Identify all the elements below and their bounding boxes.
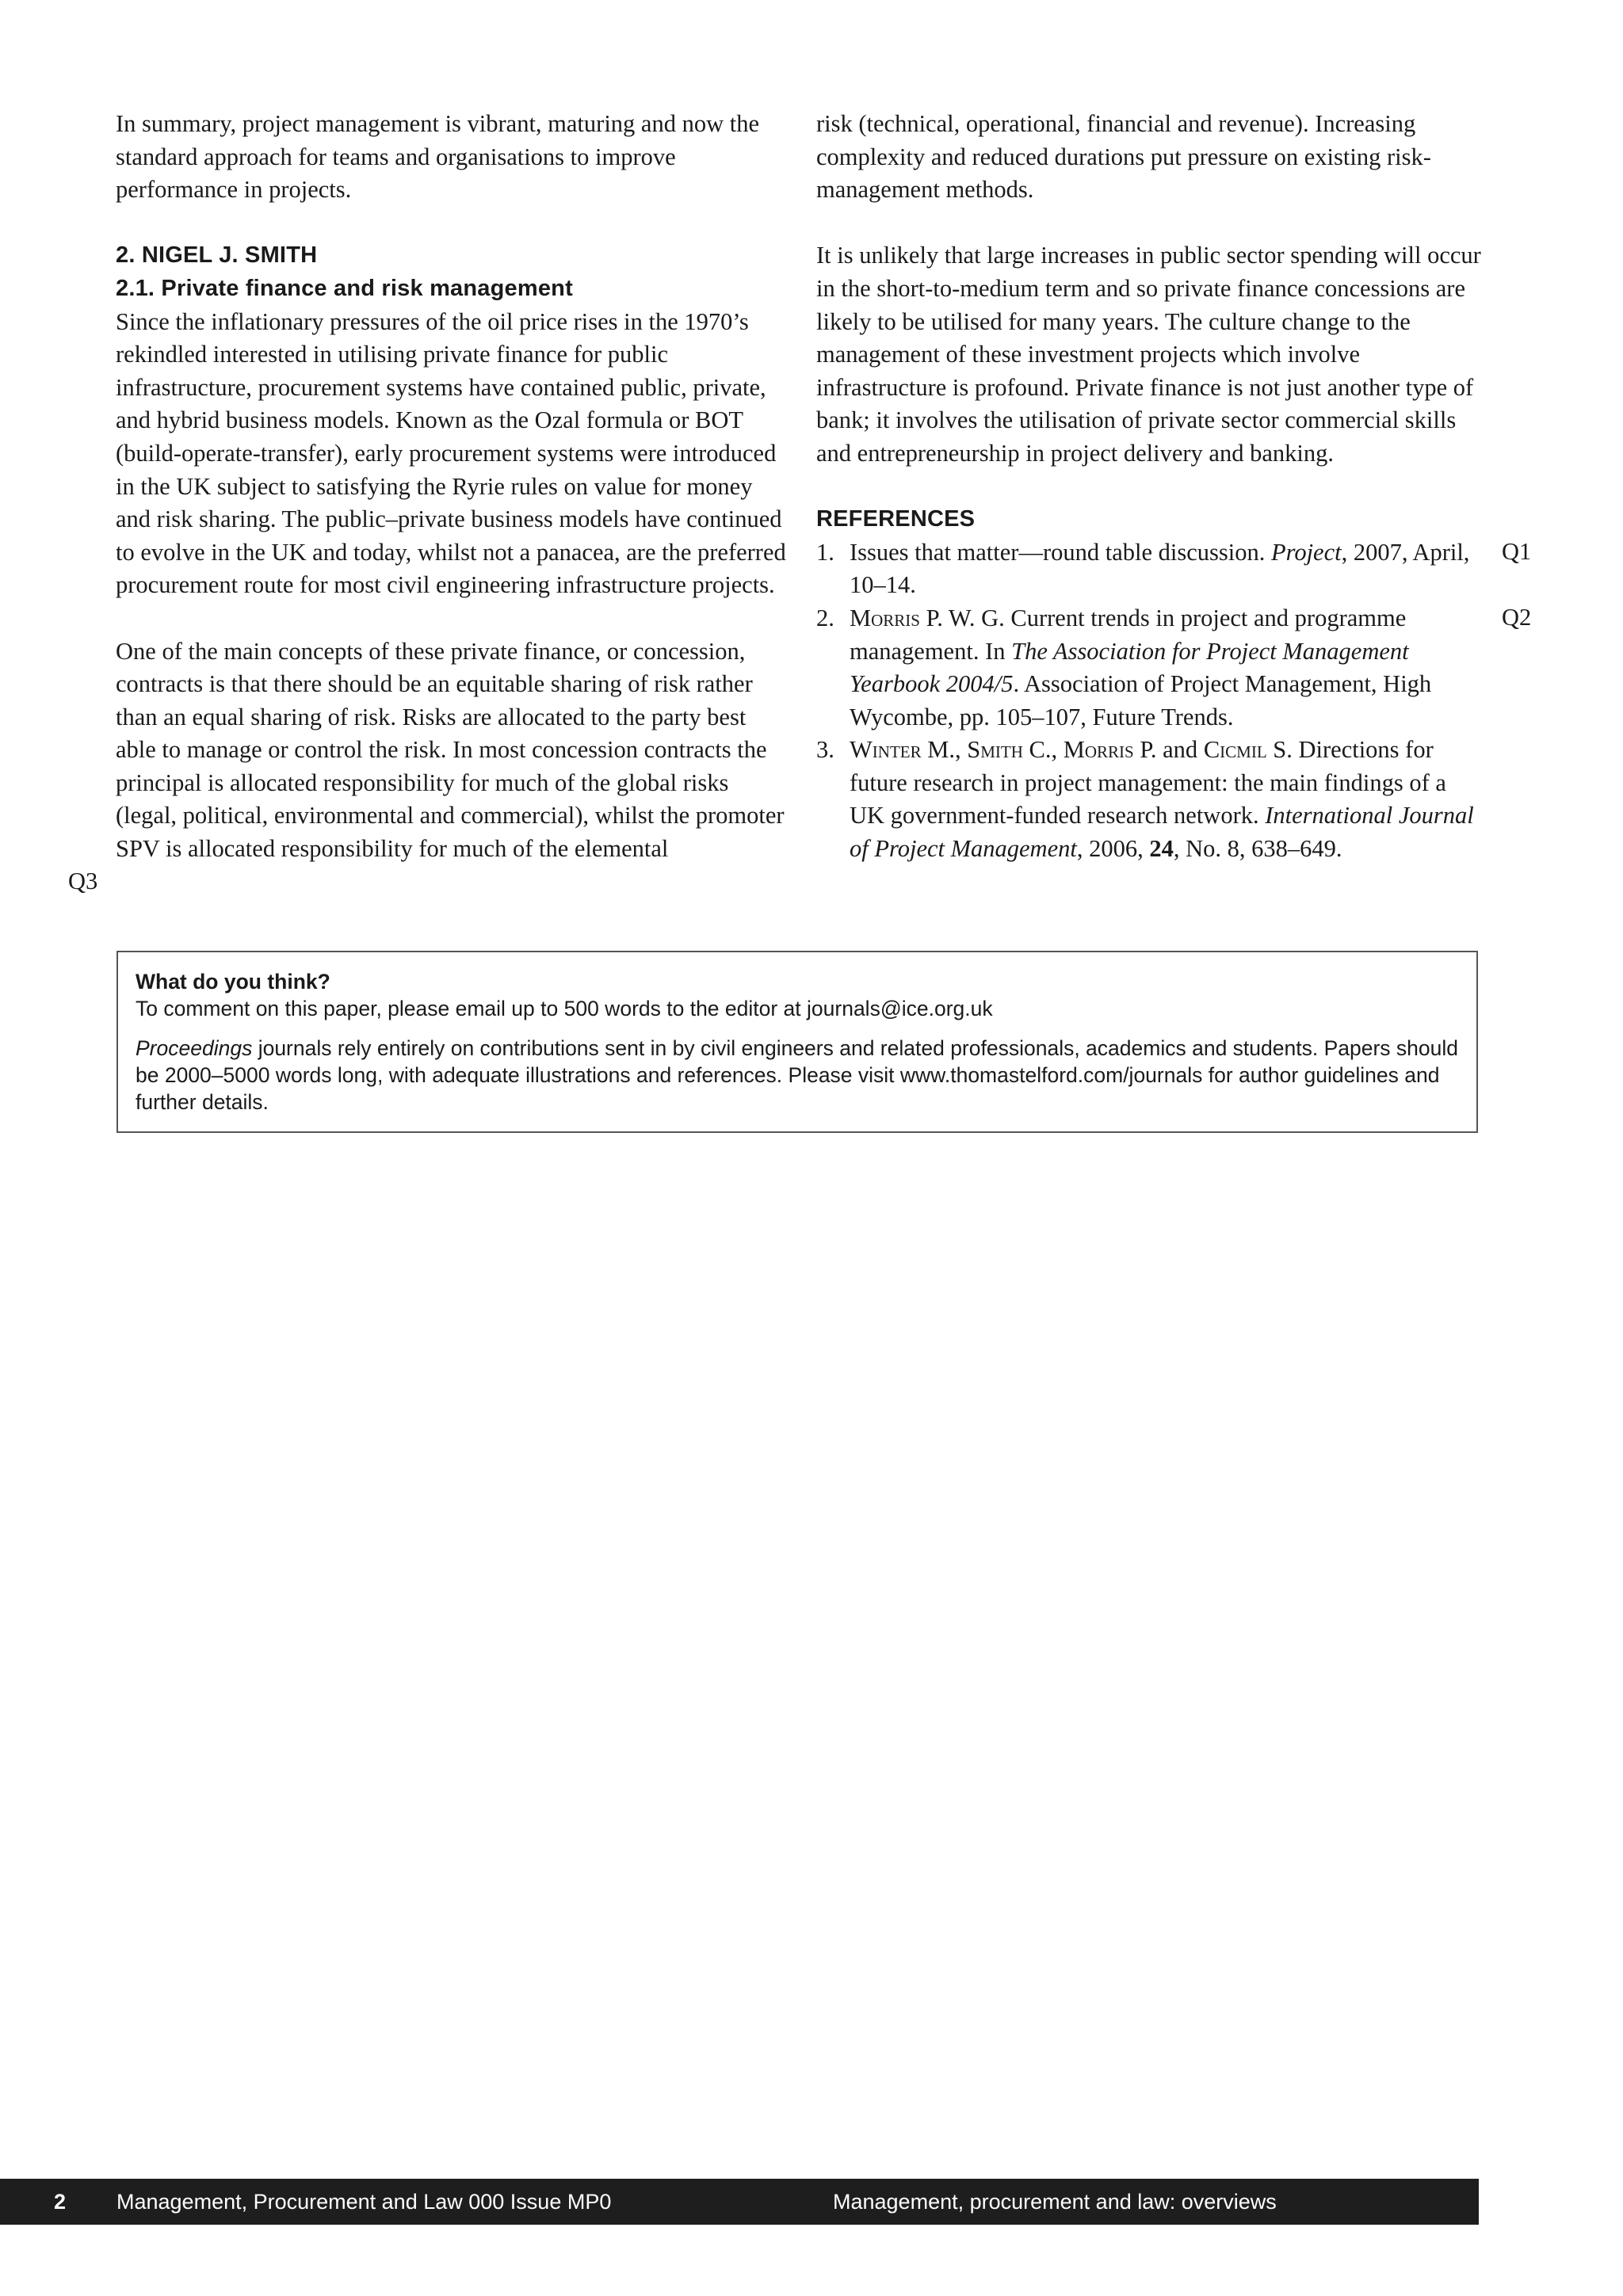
journal-name: Proceedings (136, 1036, 253, 1060)
page-footer (0, 2179, 1479, 2225)
reference-text: C., (1022, 736, 1064, 764)
references-heading: REFERENCES (816, 506, 976, 532)
reference-title: Project (1270, 538, 1342, 566)
query-mark-q3: Q3 (68, 868, 98, 894)
body-paragraph-2: One of the main concepts of these private finance, or concession, contracts is that there should be an equitable sharing of risk rather than an equal sharing of risk. Risks are allocated to the party best able to manage or control the risk. In most concession contracts the principal is allocated responsibility for much of the global risks (legal, political, environmental and commercial), whilst the promoter SPV is allocated responsibility for much of the elemental (116, 637, 785, 863)
subsection-heading: 2.1. Private finance and risk management (116, 275, 573, 301)
reference-author: Cicmil (1203, 736, 1267, 764)
left-column (116, 108, 786, 866)
right-column (816, 108, 1482, 866)
reference-author: Winter (850, 736, 922, 764)
reference-text: M., (921, 736, 968, 764)
comment-box-line: To comment on this paper, please email up to 500 words to the editor at journals@ice.org.uk (136, 997, 993, 1020)
body-paragraph-1: Since the inflationary pressures of the oil price rises in the 1970’s rekindled interested in utilising private finance for public infrastructure, procurement systems have contained public, private, and hybrid business models. Known as the Ozal formula or BOT (build-operate-transfer), early procurement systems were introduced in the UK subject to satisfying the Ryrie rules on value for money and risk sharing. The public–private business models have continued to evolve in the UK and today, whilst not a panacea, are the preferred procurement route for most civil engineering infrastructure projects. (116, 307, 786, 599)
reference-text: S. Directions for future research in project management: the main findings of a UK government-funded research network. (850, 736, 1446, 830)
reference-text: , 2006, (1076, 835, 1150, 863)
reference-number: 2. (816, 604, 834, 631)
section-heading: 2. NIGEL J. SMITH (116, 242, 318, 269)
body-paragraph-3: risk (technical, operational, financial and revenue). Increasing complexity and reduced durations put pressure on existing risk-management methods. (816, 110, 1431, 204)
reference-text: , No. 8, 638–649. (1173, 835, 1342, 863)
reference-number: 1. (816, 538, 834, 566)
comment-box-paragraph (136, 1035, 1459, 1116)
spacer (116, 207, 786, 240)
reference-author: Morris (850, 604, 920, 631)
section-title: Management, procurement and law: overviews (833, 2190, 1277, 2214)
body-paragraph-4: It is unlikely that large increases in public sector spending will occur in the short-to-medium term and so private finance concessions are likely to be utilised for many years. The culture change to the management of these investment projects which involve infrastructure is profound. Private finance is not just another type of bank; it involves the utilisation of private sector commercial skills and entrepreneurship in project delivery and banking. (816, 242, 1481, 467)
reference-item (816, 734, 1482, 865)
journal-title: Management, Procurement and Law 000 Issue MP0 (116, 2190, 612, 2214)
reference-text: Issues that matter—round table discussion. (850, 538, 1271, 566)
reference-item (816, 536, 1482, 602)
reference-text: P. W. G. Current trends in project and programme management. In (850, 604, 1407, 665)
reference-volume: 24 (1149, 835, 1174, 863)
comment-box (116, 951, 1478, 1133)
reference-text: , 2007, April, 10–14. (850, 538, 1470, 599)
reference-text: . Association of Project Management, High Wycombe, pp. 105–107, Future Trends. (850, 670, 1432, 730)
intro-paragraph: In summary, project management is vibrant, maturing and now the standard approach for teams and organisations to improve performance in projects. (116, 110, 759, 204)
query-mark-q2: Q2 (1502, 604, 1532, 631)
page-number: 2 (54, 2190, 67, 2214)
comment-box-title: What do you think? (136, 970, 330, 994)
query-mark-q1: Q1 (1502, 538, 1532, 565)
reference-title: The Association for Project Management Yearbook 2004/5 (850, 637, 1409, 698)
reference-title: International Journal of Project Management (850, 802, 1474, 863)
reference-item (816, 602, 1482, 734)
references-list (816, 536, 1482, 866)
spacer (816, 471, 1482, 504)
reference-text: P. and (1133, 736, 1204, 764)
comment-box-text: journals rely entirely on contributions sent in by civil engineers and related professionals, academics and students. Papers should be 2000–5000 words long, with adequate illustrations and references. Please visit www.thomastelford.com/journals for author guidelines and further details. (136, 1036, 1458, 1114)
reference-author: Morris (1063, 736, 1134, 764)
reference-number: 3. (816, 736, 834, 764)
reference-author: Smith (967, 736, 1023, 764)
